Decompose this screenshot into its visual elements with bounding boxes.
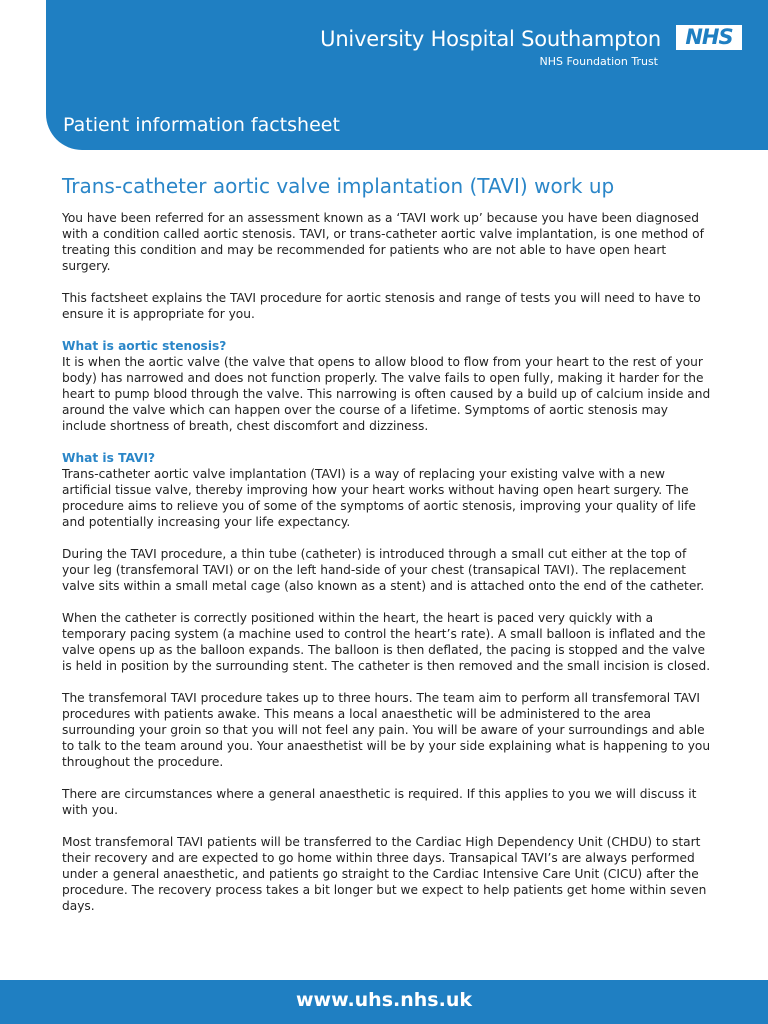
- website-link[interactable]: www.uhs.nhs.uk: [296, 989, 472, 1011]
- organization-trust: NHS Foundation Trust: [539, 55, 658, 68]
- paragraph-anaesthetic: There are circumstances where a general anaesthetic is required. If this applies to you we will discuss it with you.: [62, 787, 697, 817]
- section-text-what-is-tavi: Trans-catheter aortic valve implantation (TAVI) is a way of replacing your existing valve with a new artificial tissue valve, thereby improving how your heart works without having open heart surgery. The procedure aims to relieve you of some of the symptoms of aortic stenosis, improving your quality of life and potentially increasing your life expectancy.: [62, 467, 696, 529]
- intro-paragraph-2: This factsheet explains the TAVI procedure for aortic stenosis and range of tests you will need to have to ensure it is appropriate for you.: [62, 291, 701, 321]
- header-banner: [46, 0, 768, 150]
- section-aortic-stenosis: [62, 338, 712, 434]
- document-body: [62, 210, 712, 930]
- section-text-aortic-stenosis: It is when the aortic valve (the valve that opens to allow blood to flow from your heart to the rest of your body) has narrowed and does not function properly. The valve fails to open fully, making it harder for the heart to pump blood through the valve. This narrowing is often caused by a build up of calcium inside and around the valve which can happen over the course of a lifetime. Symptoms of aortic stenosis may include shortness of breath, chest discomfort and dizziness.: [62, 355, 711, 433]
- paragraph-procedure: During the TAVI procedure, a thin tube (catheter) is introduced through a small cut either at the top of your leg (transfemoral TAVI) or on the left hand-side of your chest (transapical TAVI). The replacement valve sits within a small metal cage (also known as a stent) and is attached onto the end of the catheter.: [62, 547, 705, 593]
- paragraph-duration: The transfemoral TAVI procedure takes up to three hours. The team aim to perform all transfemoral TAVI procedures with patients awake. This means a local anaesthetic will be administered to the area surrounding your groin so that you will not feel any pain. You will be aware of your surroundings and able to talk to the team around you. Your anaesthetist will be by your side explaining what is happening to you throughout the procedure.: [62, 691, 711, 769]
- footer-bar: [0, 980, 768, 1024]
- organization-name: University Hospital Southampton: [320, 27, 661, 51]
- section-heading-what-is-tavi: What is TAVI?: [62, 451, 156, 465]
- nhs-logo: NHS: [676, 25, 742, 50]
- section-heading-aortic-stenosis: What is aortic stenosis?: [62, 339, 227, 353]
- paragraph-recovery: Most transfemoral TAVI patients will be transferred to the Cardiac High Dependency Unit (CHDU) to start their recovery and are expected to go home within three days. Transapical TAVI’s are always performed under a general anaesthetic, and patients go straight to the Cardiac Intensive Care Unit (CICU) after the procedure. The recovery process takes a bit longer but we expect to help patients get home within seven days.: [62, 835, 707, 913]
- section-what-is-tavi: [62, 450, 712, 530]
- paragraph-catheter: When the catheter is correctly positioned within the heart, the heart is paced very quickly with a temporary pacing system (a machine used to control the heart’s rate). A small balloon is inflated and the valve opens up as the balloon expands. The balloon is then deflated, the pacing is stopped and the valve is held in position by the surrounding stent. The catheter is then removed and the small incision is closed.: [62, 611, 711, 673]
- factsheet-subtitle: Patient information factsheet: [63, 114, 340, 136]
- intro-paragraph-1: You have been referred for an assessment known as a ‘TAVI work up’ because you have been diagnosed with a condition called aortic stenosis. TAVI, or trans-catheter aortic valve implantation, is one method of treating this condition and may be recommended for patients who are not able to have open heart surgery.: [62, 211, 704, 273]
- page-title: Trans-catheter aortic valve implantation (TAVI) work up: [62, 174, 615, 198]
